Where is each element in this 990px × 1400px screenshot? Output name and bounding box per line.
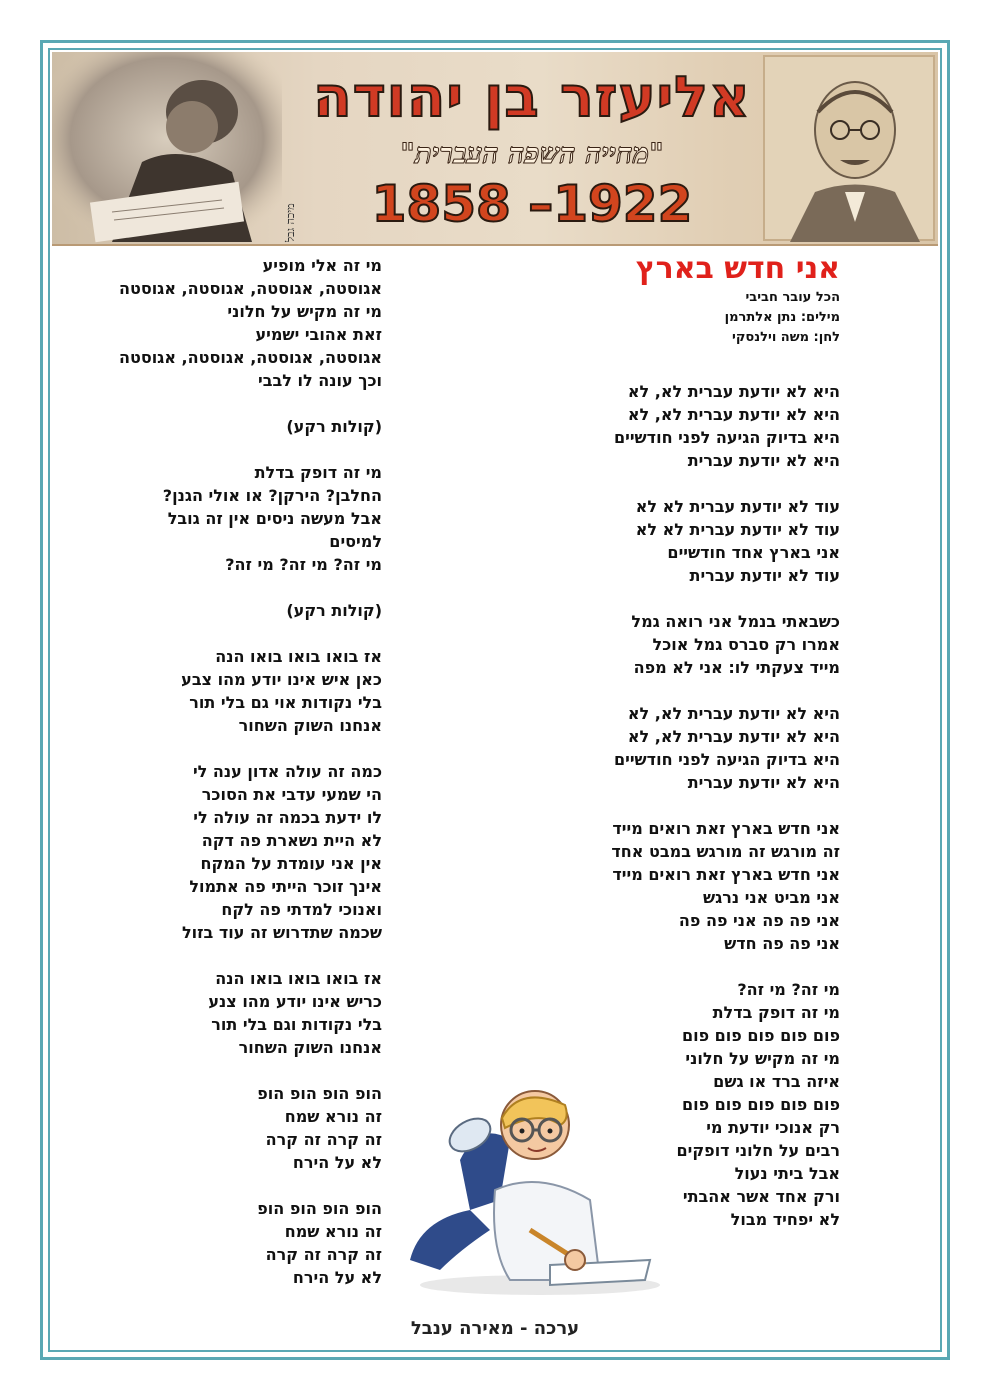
stanza — [82, 415, 382, 438]
credit-line: מילים: נתן אלתרמן — [724, 310, 840, 325]
lyric-line: זאת אהובי ישמיע — [255, 325, 382, 344]
lyric-line: אני חדש בארץ זאת רואים מייד — [612, 819, 840, 838]
stanza — [82, 461, 382, 576]
lyric-line: זה נורא שמח — [284, 1107, 382, 1126]
lyric-line: למיסים — [329, 532, 382, 551]
lyric-line: כריש אינו יודע מהו צנע — [208, 992, 382, 1011]
lyric-line: היא בדיוק הגיעה לפני חודשיים — [613, 750, 840, 769]
stanza — [82, 1082, 382, 1174]
lyric-line: היא לא יודעת עברית לא, לא — [627, 405, 840, 424]
stanza — [82, 254, 382, 392]
lyric-line: ואנוכי למדתי פה לקח — [221, 900, 382, 919]
lyric-line: עוד לא יודעת עברית לא לא — [635, 497, 840, 516]
lyric-line: (קולות רקע) — [286, 417, 382, 436]
lyric-line: בלי נקודות וגם בלי תור — [211, 1015, 382, 1034]
lyric-line: כאן איש אינו יודע מהו צבע — [181, 670, 382, 689]
lyric-line: אני פה פה אני פה פה — [678, 911, 840, 930]
writing-man-photo — [52, 52, 282, 244]
lyric-line: היא בדיוק הגיעה לפני חודשיים — [613, 428, 840, 447]
lyric-line: רבים על חלוני דופקים — [676, 1141, 840, 1160]
stanza — [82, 760, 382, 944]
lyric-line: פום פום פום פום פום — [681, 1095, 840, 1114]
stanza — [540, 817, 840, 955]
lyric-line: אין אני עומדת על המקח — [200, 854, 382, 873]
lyric-line: מי זה מקיש על חלוני — [227, 302, 382, 321]
lyric-line: אבל מעשה ניסים אין זה גובל — [167, 509, 382, 528]
stanza — [540, 380, 840, 472]
stanza — [540, 610, 840, 679]
lyric-line: עוד לא יודעת עברית לא לא — [635, 520, 840, 539]
stanza — [540, 702, 840, 794]
lyric-line: מי זה דופק בדלת — [254, 463, 382, 482]
footer-credit: ערכה - מאירה ענבל — [410, 1318, 580, 1339]
lyric-line: אני בארץ אחד חודשיים — [667, 543, 840, 562]
lyric-line: אמרו רק סברס גמל אוכל — [652, 635, 840, 654]
lyric-line: אינך זוכר הייתי פה אתמול — [189, 877, 382, 896]
stanza — [82, 967, 382, 1059]
credit-line: הכל עובר חביבי — [745, 290, 840, 305]
lyric-line: זה קרה זה קרה — [265, 1130, 382, 1149]
banner-title: אליעזר בן יהודה — [313, 65, 751, 130]
lyric-line: לא על הירח — [292, 1153, 382, 1172]
lyric-line: החלבן? הירקן? או אולי הגנן? — [162, 486, 382, 505]
lyric-line: פום פום פום פום פום — [681, 1026, 840, 1045]
boy-writing-illustration — [400, 1080, 660, 1300]
banner-subtitle: "מחייה השפה העברית" — [400, 137, 664, 170]
lyric-line: מי זה מקיש על חלוני — [685, 1049, 840, 1068]
lyric-line: היא לא יודעת עברית — [687, 773, 840, 792]
lyric-line: רק אנוכי יודעת מי — [706, 1118, 840, 1137]
lyric-line: לא על הירח — [292, 1268, 382, 1287]
lyric-line: אגוסטה, אגוסטה, אגוסטה, אגוסטה — [118, 348, 382, 367]
lyric-line: אני מביט אני נרגש — [702, 888, 840, 907]
lyrics-column-left — [82, 254, 382, 1312]
lyric-line: היא לא יודעת עברית לא, לא — [627, 727, 840, 746]
song-credits — [540, 288, 840, 348]
portrait-sketch — [760, 52, 938, 244]
lyric-line: מייד צעקתי לו: אני לא מפה — [633, 658, 840, 677]
stanza — [82, 599, 382, 622]
lyric-line: היא לא יודעת עברית לא, לא — [627, 382, 840, 401]
lyric-line: אבל ביתי נעול — [734, 1164, 840, 1183]
lyric-line: הי שמעי עדבי את הסוכר — [201, 785, 382, 804]
lyric-line: שכמה שתדרוש זה עוד בזול — [181, 923, 382, 942]
lyric-line: זה קרה זה קרה — [265, 1245, 382, 1264]
lyric-line: מי זה? מי זה? מי זה? — [225, 555, 382, 574]
lyric-line: אגוסטה, אגוסטה, אגוסטה, אגוסטה — [118, 279, 382, 298]
lyric-line: (קולות רקע) — [286, 601, 382, 620]
credit-line: לחן: משה וילנסקי — [732, 330, 840, 345]
lyric-line: לו ידעת בכמה זה עולה לי — [193, 808, 382, 827]
lyric-line: ורק אחד אשר אהבתי — [682, 1187, 840, 1206]
lyric-line: זה נורא שמח — [284, 1222, 382, 1241]
lyric-line: לא יפחיד מבול — [730, 1210, 840, 1229]
lyric-line: אני חדש בארץ זאת רואים מייד — [612, 865, 840, 884]
artist-signature: מיכה גבל — [284, 203, 297, 242]
banner-years: 1858 –1922 — [371, 175, 693, 233]
lyric-line: היא לא יודעת עברית — [687, 451, 840, 470]
lyric-line: לא היית נשארת פה דקה — [201, 831, 382, 850]
song-title: אני חדש בארץ — [635, 251, 840, 286]
lyric-line: אז בואו בואו בואו הנה — [215, 647, 382, 666]
stanza — [540, 495, 840, 587]
lyric-line: היא לא יודעת עברית לא, לא — [627, 704, 840, 723]
lyric-line: מי זה דופק בדלת — [712, 1003, 840, 1022]
lyric-line: עוד לא יודעת עברית — [689, 566, 840, 585]
lyric-line: אז בואו בואו בואו הנה — [215, 969, 382, 988]
lyric-line: מי זה אלי מופיע — [262, 256, 382, 275]
lyric-line: בלי נקודות אוי גם בלי תור — [189, 693, 382, 712]
lyric-line: זה מורגש זה מורגש במבט אחד — [611, 842, 840, 861]
stanza — [82, 1197, 382, 1289]
lyric-line: מי זה? מי זה? — [737, 980, 840, 999]
header-banner — [52, 52, 938, 246]
lyric-line: כשבאתי בנמל אני רואה גמל — [631, 612, 840, 631]
lyric-line: וכך עונה לו לבבי — [258, 371, 382, 390]
lyric-line: כמה זה עולה אדון ענה לי — [192, 762, 382, 781]
lyric-line: אנחנו השוק השחור — [238, 1038, 382, 1057]
lyric-line: אני פה פה חדש — [724, 934, 840, 953]
lyric-line: הופ הופ הופ הופ — [257, 1084, 382, 1103]
lyric-line: אנחנו השוק השחור — [238, 716, 382, 735]
stanza — [82, 645, 382, 737]
lyric-line: הופ הופ הופ הופ — [257, 1199, 382, 1218]
lyric-line: איזה ברד או גשם — [713, 1072, 840, 1091]
